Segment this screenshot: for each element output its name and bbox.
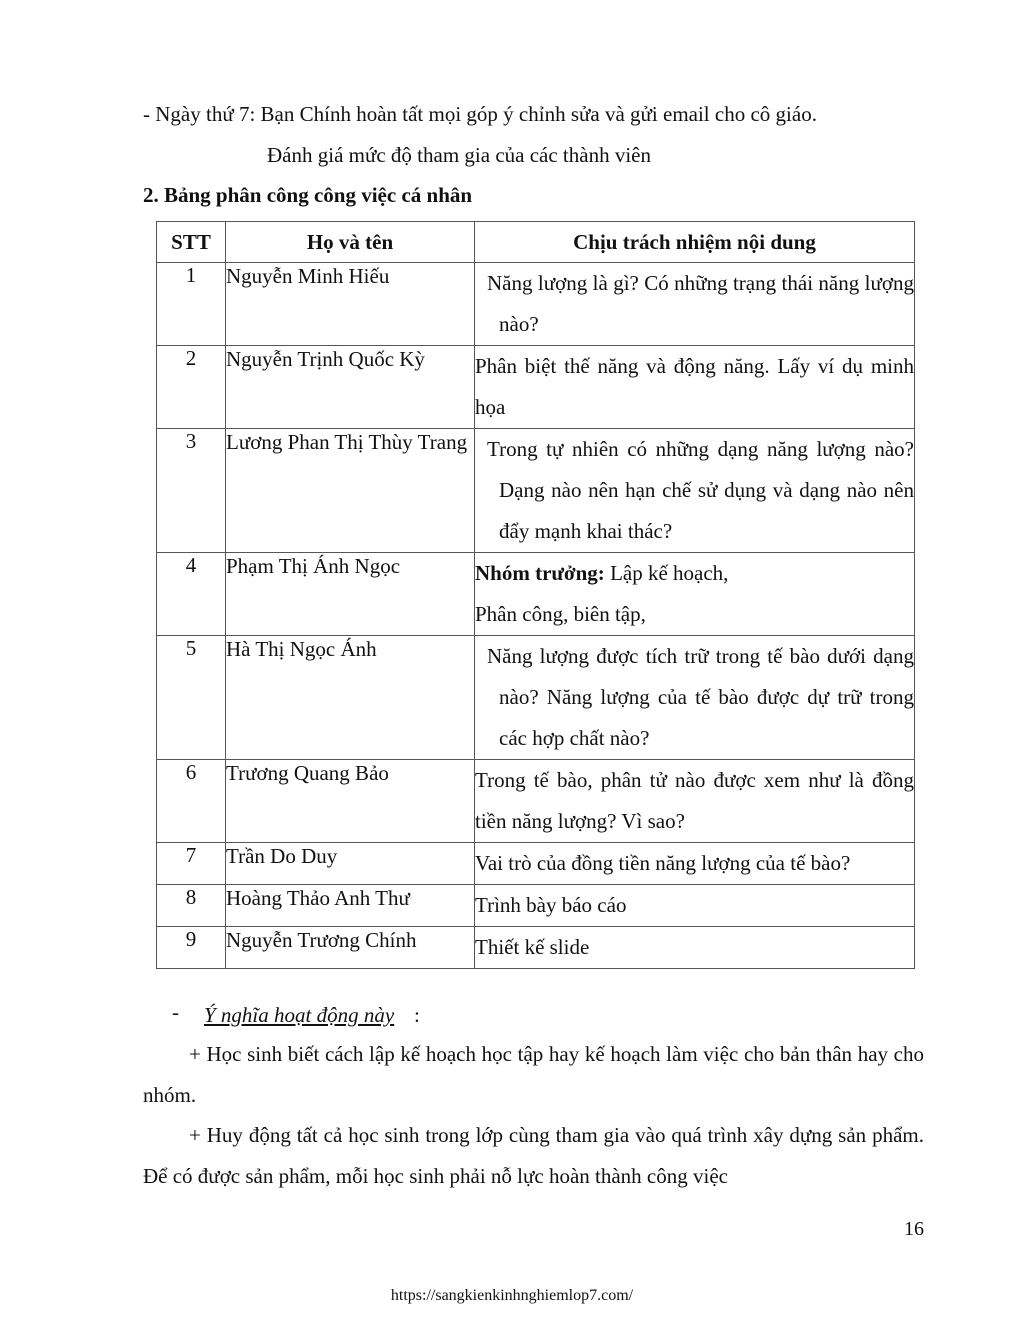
row-stt: 7 [157, 843, 226, 885]
row-name: Lương Phan Thị Thùy Trang [226, 429, 475, 553]
intro-line-day7: - Ngày thứ 7: Bạn Chính hoàn tất mọi góp ý chỉnh sửa và gửi email cho cô giáo. [143, 102, 817, 126]
row-stt: 4 [157, 553, 226, 636]
meaning-paragraph-2 [143, 1115, 924, 1197]
row-stt: 5 [157, 636, 226, 760]
row-task: Năng lượng được tích trữ trong tế bào dưới dạng nào? Năng lượng của tế bào được dự trữ trong các hợp chất nào? [487, 644, 914, 750]
table-row [157, 429, 915, 553]
row-task: Vai trò của đồng tiền năng lượng của tế bào? [475, 851, 851, 875]
row-task-line2: Phân công, biên tập, [475, 602, 646, 626]
row-name: Nguyễn Trịnh Quốc Kỳ [226, 346, 475, 429]
meaning-heading: Ý nghĩa hoạt động này [204, 1003, 395, 1027]
table-row [157, 843, 915, 885]
table-row [157, 263, 915, 346]
meaning-paragraph-1 [143, 1034, 924, 1116]
table-row [157, 346, 915, 429]
row-stt: 6 [157, 760, 226, 843]
row-name: Trương Quang Bảo [226, 760, 475, 843]
paragraph-text: + Học sinh biết cách lập kế hoạch học tập hay kế hoạch làm việc cho bản thân hay cho nhóm. [143, 1042, 924, 1107]
table-row [157, 636, 915, 760]
header-stt: STT [157, 222, 226, 263]
row-name: Trần Do Duy [226, 843, 475, 885]
page-number: 16 [904, 1218, 924, 1240]
header-responsibility: Chịu trách nhiệm nội dung [475, 222, 915, 263]
row-task: Năng lượng là gì? Có những trạng thái năng lượng nào? [487, 271, 914, 336]
intro-line-evaluation: Đánh giá mức độ tham gia của các thành viên [267, 143, 651, 167]
row-task-cell [475, 429, 915, 553]
row-task: Phân biệt thế năng và động năng. Lấy ví dụ minh họa [475, 354, 914, 419]
row-task-cell [475, 885, 915, 927]
assignment-table [156, 221, 915, 969]
row-name: Nguyễn Minh Hiếu [226, 263, 475, 346]
footer-url: https://sangkienkinhnghiemlop7.com/ [390, 1287, 634, 1304]
row-name: Hoàng Thảo Anh Thư [226, 885, 475, 927]
group-leader-label: Nhóm trưởng: [475, 561, 605, 585]
meaning-colon: : [414, 1003, 420, 1027]
row-task-cell [475, 553, 915, 636]
header-name: Họ và tên [226, 222, 475, 263]
row-stt: 9 [157, 927, 226, 969]
row-task-cell [475, 760, 915, 843]
row-task: Thiết kế slide [475, 935, 590, 959]
row-task: Trong tự nhiên có những dạng năng lượng nào? Dạng nào nên hạn chế sử dụng và dạng nào nên đẩy mạnh khai thác? [487, 437, 914, 543]
table-row [157, 553, 915, 636]
table-row [157, 885, 915, 927]
row-stt: 2 [157, 346, 226, 429]
row-task-cell [475, 346, 915, 429]
row-task-cell [475, 927, 915, 969]
paragraph-text: + Huy động tất cả học sinh trong lớp cùng tham gia vào quá trình xây dựng sản phẩm. Để có được sản phẩm, mỗi học sinh phải nỗ lực hoàn thành công việc [143, 1123, 924, 1188]
row-stt: 3 [157, 429, 226, 553]
row-name: Nguyễn Trương Chính [226, 927, 475, 969]
table-header-row [157, 222, 915, 263]
row-name: Phạm Thị Ánh Ngọc [226, 553, 475, 636]
row-stt: 8 [157, 885, 226, 927]
table-row [157, 927, 915, 969]
row-name: Hà Thị Ngọc Ánh [226, 636, 475, 760]
row-task-cell [475, 263, 915, 346]
row-task-cell [475, 843, 915, 885]
row-task: Trình bày báo cáo [475, 893, 627, 917]
row-task-cell [475, 636, 915, 760]
row-task-part: Lập kế hoạch, [604, 561, 729, 585]
table-row [157, 760, 915, 843]
row-task: Trong tế bào, phân tử nào được xem như là đồng tiền năng lượng? Vì sao? [475, 768, 914, 833]
meaning-dash: - [172, 1000, 179, 1024]
row-stt: 1 [157, 263, 226, 346]
section-title: 2. Bảng phân công công việc cá nhân [143, 183, 473, 207]
row-task [475, 553, 914, 594]
